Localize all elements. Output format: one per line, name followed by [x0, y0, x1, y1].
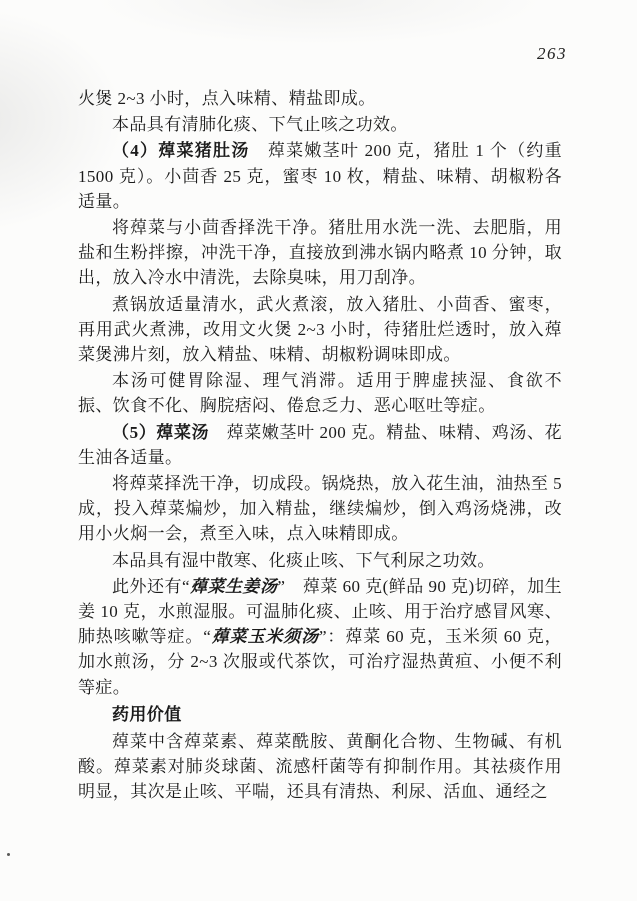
text-run: 蔊菜嫩茎叶 200 克，猪肚 1 个（约重 1500 克）。小茴香 25 克，蜜枣 10 枚，精盐、味精、胡椒粉各适量。 [78, 141, 562, 211]
emphasis-run: （5）蔊菜汤 [112, 422, 210, 442]
text-run: 将蔊菜择洗干净，切成段。锅烧热，放入花生油，油热至 5 成，投入蔊菜煸炒，加入精盐，继续煸炒，倒入鸡汤烧沸，改用小火焖一会，煮至入味，点入味精即成。 [78, 474, 562, 544]
text-run: 本汤可健胃除湿、理气消滞。适用于脾虚挟湿、食欲不振、饮食不化、胸脘痞闷、倦怠乏力、恶心呕吐等症。 [78, 371, 562, 416]
text-run: 本品具有湿中散寒、化痰止咳、下气利尿之功效。 [112, 550, 495, 570]
paragraph [78, 112, 562, 137]
text-run: 蔊菜嫩茎叶 200 克。精盐、味精、鸡汤、花生油各适量。 [78, 422, 562, 467]
section-heading [78, 702, 562, 727]
text-run: 本品具有清肺化痰、下气止咳之功效。 [112, 115, 408, 135]
text-run: ” 蔊菜 60 克(鲜品 90 克)切碎，加生姜 10 克，水煎湿服。可温肺化痰、止咳、用于治疗感冒风寒、肺热咳嗽等症。“ [78, 576, 563, 647]
page-text [78, 86, 562, 806]
text-run: 火煲 2~3 小时，点入味精、精盐即成。 [78, 89, 376, 108]
paragraph [78, 471, 562, 547]
paragraph [78, 729, 562, 805]
paragraph [78, 574, 562, 700]
text-run: 煮锅放适量清水，武火煮滚，放入猪肚、小茴香、蜜枣，再用武火煮沸，改用文火煲 2~3 小时，待猪肚烂透时，放入蔊菜煲沸片刻，放入精盐、味精、胡椒粉调味即成。 [78, 294, 562, 365]
page-number: 263 [537, 44, 567, 63]
text-run: 将蔊菜与小茴香择洗干净。猪肚用水洗一洗、去肥脂，用盐和生粉拌擦，冲洗干净，直接放到沸水锅内略煮 10 分钟，取出，放入冷水中清洗，去除臭味，用刀刮净。 [78, 218, 562, 288]
emphasis-run: 蔊菜玉米须汤 [211, 627, 319, 647]
text-run: 此外还有“ [112, 576, 190, 596]
emphasis-run: 蔊菜生姜汤 [189, 576, 278, 596]
text-run: 蔊菜中含蔊菜素、蔊菜酰胺、黄酮化合物、生物碱、有机酸。蔊菜素对肺炎球菌、流感杆菌等有抑制作用。其祛痰作用明显，其次是止咳、平喘，还具有清热、利尿、活血、通经之 [78, 732, 562, 802]
paragraph [78, 215, 562, 291]
paragraph [78, 368, 562, 418]
paragraph [78, 86, 562, 111]
emphasis-run: （4）蔊菜猪肚汤 [112, 141, 250, 161]
paragraph [78, 548, 562, 573]
paragraph [78, 138, 562, 214]
emphasis-run: 药用价值 [112, 704, 182, 724]
text-run: ”：蔊菜 60 克，玉米须 60 克，加水煎汤，分 2~3 次服或代茶饮，可治疗湿热黄疸、小便不利等症。 [78, 627, 562, 697]
paragraph [78, 292, 562, 368]
paragraph [78, 420, 562, 470]
